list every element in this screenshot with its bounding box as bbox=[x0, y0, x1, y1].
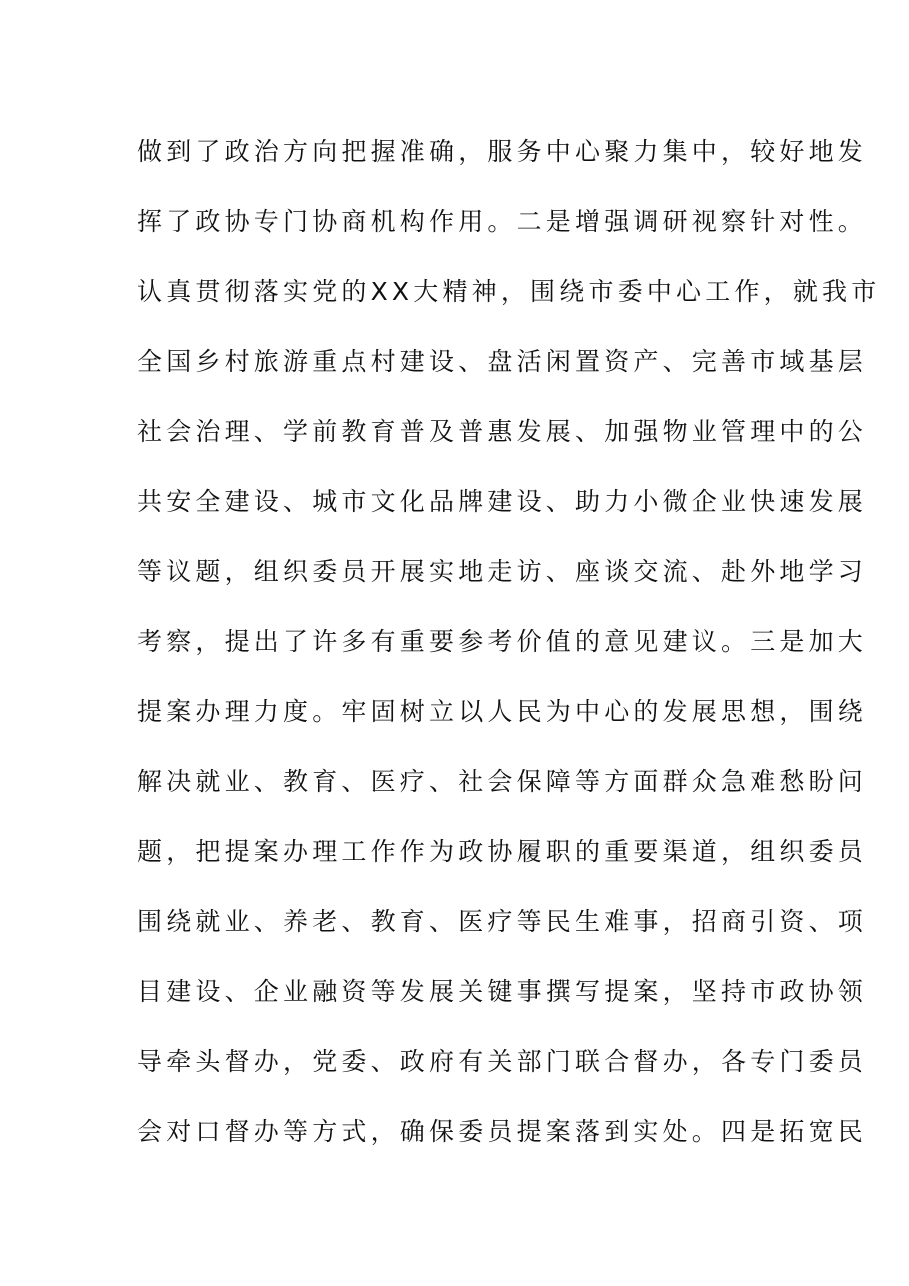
text-line: 提案办理力度。牢固树立以人民为中心的发展思想，围绕 bbox=[137, 697, 868, 726]
text-line: 导牵头督办，党委、政府有关部门联合督办，各专门委员 bbox=[137, 1047, 868, 1076]
text-line: 题，把提案办理工作作为政协履职的重要渠道，组织委员 bbox=[137, 837, 868, 866]
text-line: 全国乡村旅游重点村建设、盘活闲置资产、完善市域基层 bbox=[137, 347, 868, 376]
text-line: 目建设、企业融资等发展关键事撰写提案，坚持市政协领 bbox=[137, 977, 868, 1006]
text-line: 共安全建设、城市文化品牌建设、助力小微企业快速发展 bbox=[137, 487, 868, 516]
text-line: 挥了政协专门协商机构作用。二是增强调研视察针对性。 bbox=[137, 207, 868, 236]
text-line: 等议题，组织委员开展实地走访、座谈交流、赴外地学习 bbox=[137, 557, 868, 586]
text-line: 会对口督办等方式，确保委员提案落到实处。四是拓宽民 bbox=[137, 1117, 868, 1146]
text-line: 做到了政治方向把握准确，服务中心聚力集中，较好地发 bbox=[137, 137, 868, 166]
text-line: 解决就业、教育、医疗、社会保障等方面群众急难愁盼问 bbox=[137, 767, 868, 796]
text-line: 考察，提出了许多有重要参考价值的意见建议。三是加大 bbox=[137, 627, 868, 656]
body-text bbox=[137, 117, 881, 1167]
text-line: 认真贯彻落实党的XX大精神，围绕市委中心工作，就我市 bbox=[137, 277, 881, 306]
text-line: 围绕就业、养老、教育、医疗等民生难事，招商引资、项 bbox=[137, 907, 868, 936]
text-line: 社会治理、学前教育普及普惠发展、加强物业管理中的公 bbox=[137, 417, 868, 446]
